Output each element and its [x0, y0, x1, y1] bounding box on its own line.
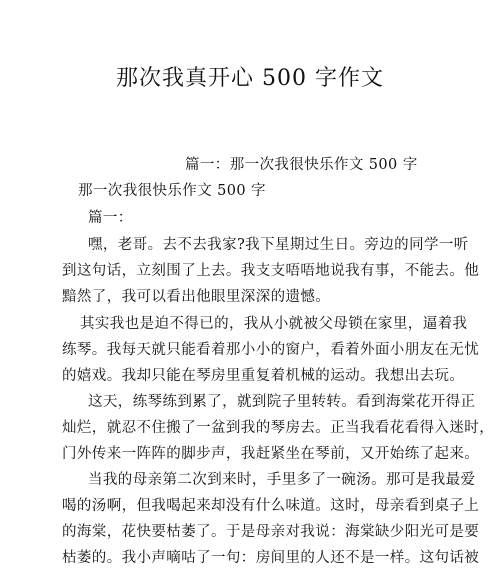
paragraph-line: 的海棠，花快要枯萎了。于是母亲对我说：海棠缺少阳光可是要	[62, 524, 480, 540]
paragraph-line: 喝的汤啊，但我喝起来却没有什么味道。这时，母亲看到桌子上	[62, 498, 480, 514]
paragraph-line: 嘿，老哥。去不去我家?我下星期过生日。旁边的同学一听	[88, 237, 469, 253]
paragraph-line: 当我的母亲第二次到来时，手里多了一碗汤。那可是我最爱	[88, 472, 476, 488]
paragraph-line: 黯然了，我可以看出他眼里深深的遗憾。	[62, 289, 331, 305]
paragraph-line: 门外传来一阵阵的脚步声，我赶紧坐在琴前，又开始练了起来。	[62, 446, 480, 462]
paragraph-line: 枯萎的。我小声嘀咕了一句：房间里的人还不是一样。这句话被	[62, 550, 480, 566]
paragraph-line: 篇一：	[88, 210, 133, 226]
paragraph-line: 练琴。我每天就只能看着那小小的窗户，看着外面小朋友在无忧	[62, 342, 480, 358]
paragraph-line: 的嬉戏。我却只能在琴房里重复着机械的运动。我想出去玩。	[62, 368, 465, 384]
paragraph-line: 灿烂，就忍不住搬了一盆到我的琴房去。正当我看花看得入迷时，	[62, 420, 495, 436]
paragraph-line: 那一次我很快乐作文 500 字	[78, 183, 266, 199]
paragraph-line: 到这句话，立刻围了上去。我支支唔唔地说我有事，不能去。他	[62, 263, 480, 279]
paragraph-line: 这天，练琴练到累了，就到院子里转转。看到海棠花开得正	[88, 394, 476, 410]
section-heading: 篇一：那一次我很快乐作文 500 字	[185, 157, 418, 173]
paragraph-line: 其实我也是迫不得已的，我从小就被父母锁在家里，逼着我	[80, 316, 468, 332]
document-title: 那次我真开心 500 字作文	[116, 66, 384, 91]
